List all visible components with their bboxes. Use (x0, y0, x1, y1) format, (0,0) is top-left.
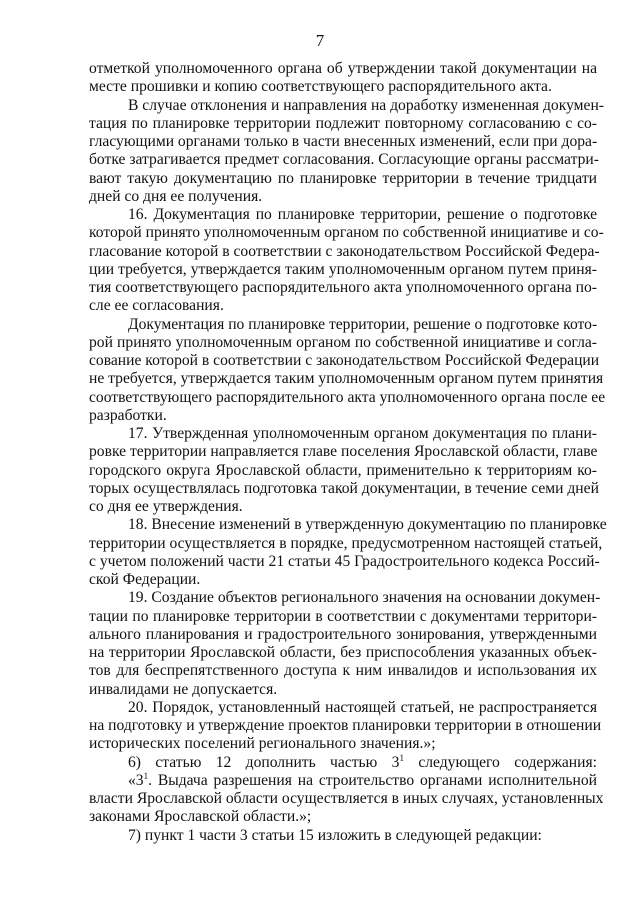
superscript: 1 (399, 752, 404, 763)
text-line: законами Ярославской области.»; (89, 808, 312, 826)
text-line: тия соответствующего распорядительного акта уполномоченного органа по- (89, 279, 597, 296)
text-line (89, 772, 597, 790)
text-line: Документация по планировке территории, решение о подготовке кото- (128, 315, 598, 333)
text-line: месте прошивки и копию соответствующего распорядительного акта. (89, 78, 552, 96)
text-line: городского округа Ярославской области, применительно к территориям ко- (89, 461, 597, 479)
text-line: ской Федерации. (89, 571, 201, 588)
text-line: торых осуществлялась подготовка такой документации, в течение семи дней (89, 479, 599, 497)
text-line: тов для беспрепятственного доступа к ним инвалидов и использования их (89, 662, 597, 680)
text-line: исторических поселений регионального значения.»; (89, 735, 436, 753)
text-line: ального планирования и градостроительного зонирования, утвержденными (89, 625, 597, 643)
text-line: 17. Утвержденная уполномоченным органом документация по плани- (128, 425, 597, 442)
text-line: рой принято уполномоченным органом по собственной инициативе и согла- (89, 333, 597, 351)
text-fragment: следующего содержания: (403, 753, 598, 771)
text-line: на подготовку и утверждение проектов планировки территории в отношении (89, 717, 602, 734)
text-line (89, 754, 597, 772)
text-line: 20. Порядок, установленный настоящей статьей, не распространяется (128, 698, 597, 716)
text-line: инвалидами не допускается. (89, 680, 278, 698)
text-fragment: «3 (128, 771, 144, 789)
text-line: сование которой в соответствии с законодательством Российской Федерации (89, 352, 600, 369)
text-line: гласующими органами только в части внесенных изменений, если при дора- (89, 133, 598, 150)
text-line: 7) пункт 1 части 3 статьи 15 изложить в следующей редакции: (128, 826, 542, 844)
text-fragment: . Выдача разрешения на строительство органами исполнительной (148, 771, 597, 789)
text-line: разработки. (89, 406, 167, 424)
text-line: соответствующего распорядительного акта уполномоченного органа после ее (89, 388, 606, 406)
text-line: которой принято уполномоченным органом по собственной инициативе и со- (89, 224, 604, 242)
text-line: ботке затрагивается предмет согласования. Согласующие органы рассматри- (89, 151, 599, 169)
superscript: 1 (143, 770, 149, 781)
body-text (89, 60, 607, 845)
text-line: вают такую документацию по планировке территории в течение тридцати (89, 169, 597, 187)
text-line: отметкой уполномоченного органа об утверждении такой документации на (89, 60, 597, 77)
text-line: тации по планировке территории в соответствии с документами территори- (89, 607, 597, 625)
text-line: территории осуществляется в порядке, предусмотренном настоящей статьей, (89, 534, 603, 552)
text-line: сле ее согласования. (89, 297, 224, 315)
text-line: тация по планировке территории подлежит повторному согласованию с со- (89, 114, 597, 132)
text-line: дней со дня ее получения. (89, 187, 263, 205)
text-line: 19. Создание объектов регионального значения на основании докумен- (128, 589, 601, 607)
text-line: на территории Ярославской области, без приспособления указанных объек- (89, 644, 597, 661)
text-line: со дня ее утверждения. (89, 498, 243, 515)
text-line: власти Ярославской области осуществляется в иных случаях, установленных (89, 790, 604, 807)
text-line: ровке территории направляется главе поселения Ярославской области, главе (89, 443, 598, 461)
text-line: 16. Документация по планировке территории, решение о подготовке (128, 206, 597, 223)
text-line: не требуется, утверждается таким уполномоченным органом путем принятия (89, 370, 604, 388)
text-line: В случае отклонения и направления на доработку измененная докумен- (128, 96, 604, 114)
text-line: гласование которой в соответствии с законодательством Российской Федера- (89, 242, 600, 260)
text-line: ции требуется, утверждается таким уполномоченным органом путем приня- (89, 260, 597, 278)
text-line: с учетом положений части 21 статьи 45 Градостроительного кодекса Россий- (89, 552, 600, 570)
page-number: 7 (315, 31, 325, 50)
text-fragment: 6) статью 12 дополнить частью 3 (128, 753, 400, 771)
text-line: 18. Внесение изменений в утвержденную документацию по планировке (128, 516, 607, 534)
